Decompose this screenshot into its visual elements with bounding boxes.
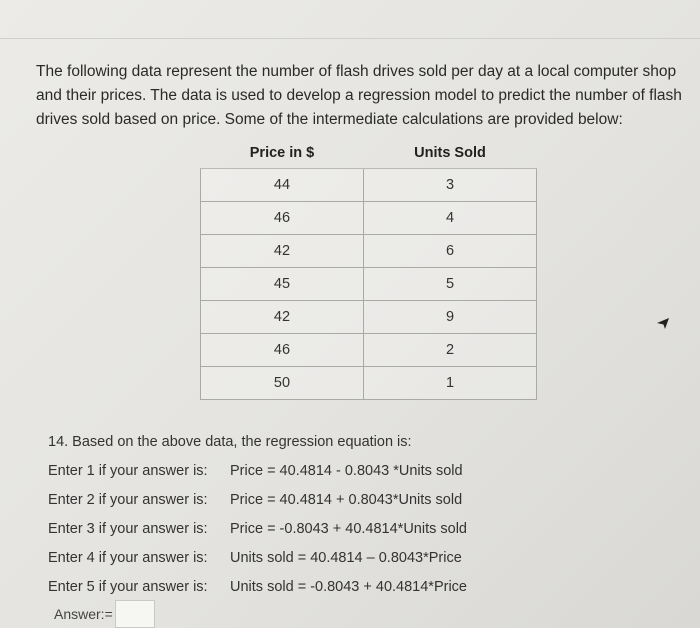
answer-option: [48, 457, 467, 486]
option-equation: Units sold = -0.8043 + 40.4814*Price: [230, 579, 467, 595]
cell-units: 2: [364, 334, 537, 367]
intro-paragraph: The following data represent the number of flash drives sold per day at a local computer shop and their prices. The data is used to develop a regression model to predict the number of flash drives sold based on price. Some of the intermediate calculations are provided below:: [36, 63, 682, 128]
answer-input[interactable]: [115, 600, 155, 628]
cell-units: 3: [364, 169, 537, 202]
table-row: [201, 268, 537, 301]
option-equation: Price = 40.4814 + 0.8043*Units sold: [230, 492, 463, 508]
answer-option: [48, 515, 467, 544]
answer-label: Answer:=: [54, 606, 113, 622]
option-label: Enter 5 if your answer is:: [48, 579, 208, 595]
table-row: [201, 202, 537, 235]
cell-units: 9: [364, 301, 537, 334]
answer-row: [54, 600, 155, 628]
cell-price: 42: [201, 235, 364, 268]
cell-price: 45: [201, 268, 364, 301]
table-row: [201, 235, 537, 268]
table-row: [201, 301, 537, 334]
mouse-cursor-icon: [656, 316, 670, 330]
table-row: [201, 367, 537, 400]
data-table: [200, 138, 537, 400]
question-title: 14. Based on the above data, the regression equation is:: [48, 434, 412, 450]
top-divider: [0, 38, 700, 39]
answer-option: [48, 486, 467, 515]
option-label: Enter 3 if your answer is:: [48, 521, 208, 537]
table-row: [201, 334, 537, 367]
cell-units: 1: [364, 367, 537, 400]
option-equation: Price = 40.4814 - 0.8043 *Units sold: [230, 463, 463, 479]
answer-option: [48, 573, 467, 602]
option-label: Enter 2 if your answer is:: [48, 492, 208, 508]
cell-price: 46: [201, 202, 364, 235]
answer-option: [48, 544, 467, 573]
option-equation: Units sold = 40.4814 – 0.8043*Price: [230, 550, 462, 566]
option-equation: Price = -0.8043 + 40.4814*Units sold: [230, 521, 467, 537]
cell-price: 44: [201, 169, 364, 202]
cell-units: 4: [364, 202, 537, 235]
cell-price: 42: [201, 301, 364, 334]
header-price: Price in $: [201, 138, 364, 169]
table-header-row: [201, 138, 537, 169]
table-row: [201, 169, 537, 202]
option-label: Enter 1 if your answer is:: [48, 463, 208, 479]
cell-price: 46: [201, 334, 364, 367]
cell-units: 6: [364, 235, 537, 268]
cell-units: 5: [364, 268, 537, 301]
question-block: [48, 428, 467, 602]
option-label: Enter 4 if your answer is:: [48, 550, 208, 566]
cell-price: 50: [201, 367, 364, 400]
header-units-sold: Units Sold: [364, 138, 537, 169]
